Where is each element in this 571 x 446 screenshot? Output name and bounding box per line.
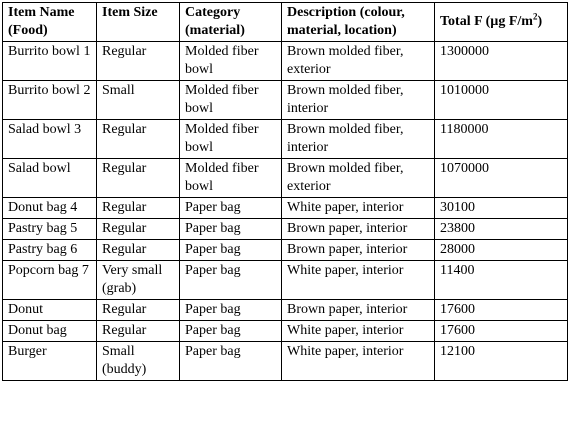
cell-category: Paper bag <box>180 198 282 219</box>
table-row <box>3 159 568 198</box>
cell-description: Brown molded fiber, exterior <box>282 42 435 81</box>
cell-category: Molded fiber bowl <box>180 120 282 159</box>
cell-item-name: Salad bowl <box>3 159 97 198</box>
cell-total-f: 1070000 <box>435 159 568 198</box>
cell-description: Brown molded fiber, interior <box>282 120 435 159</box>
cell-item-size: Regular <box>97 159 180 198</box>
cell-total-f: 11400 <box>435 261 568 300</box>
cell-category: Paper bag <box>180 321 282 342</box>
cell-total-f: 23800 <box>435 219 568 240</box>
cell-item-size: Small <box>97 81 180 120</box>
cell-item-size: Small (buddy) <box>97 342 180 381</box>
cell-item-name: Pastry bag 5 <box>3 219 97 240</box>
header-item-size: Item Size <box>97 3 180 42</box>
cell-total-f: 1010000 <box>435 81 568 120</box>
header-category: Category (material) <box>180 3 282 42</box>
table-row <box>3 261 568 300</box>
header-total-f-suffix: ) <box>537 14 543 29</box>
cell-description: White paper, interior <box>282 261 435 300</box>
cell-item-name: Donut bag 4 <box>3 198 97 219</box>
cell-description: Brown paper, interior <box>282 219 435 240</box>
header-total-f <box>435 3 568 42</box>
cell-item-size: Regular <box>97 300 180 321</box>
cell-item-size: Regular <box>97 240 180 261</box>
table-row <box>3 81 568 120</box>
cell-category: Molded fiber bowl <box>180 81 282 120</box>
cell-item-name: Donut <box>3 300 97 321</box>
cell-description: Brown paper, interior <box>282 300 435 321</box>
cell-total-f: 28000 <box>435 240 568 261</box>
cell-description: Brown paper, interior <box>282 240 435 261</box>
cell-item-name: Popcorn bag 7 <box>3 261 97 300</box>
header-total-f-sup: 2 <box>532 11 538 22</box>
header-row <box>3 3 568 42</box>
cell-item-name: Salad bowl 3 <box>3 120 97 159</box>
cell-total-f: 12100 <box>435 342 568 381</box>
cell-description: White paper, interior <box>282 198 435 219</box>
table-body <box>3 42 568 381</box>
cell-category: Paper bag <box>180 261 282 300</box>
cell-item-size: Regular <box>97 120 180 159</box>
header-total-f-prefix: Total F (µg F/m <box>440 14 533 29</box>
cell-total-f: 17600 <box>435 321 568 342</box>
cell-item-name: Burrito bowl 2 <box>3 81 97 120</box>
cell-total-f: 1180000 <box>435 120 568 159</box>
cell-category: Molded fiber bowl <box>180 42 282 81</box>
table-row <box>3 321 568 342</box>
cell-description: White paper, interior <box>282 321 435 342</box>
table-row <box>3 120 568 159</box>
table-row <box>3 300 568 321</box>
fluorine-results-table <box>2 2 568 381</box>
table-row <box>3 342 568 381</box>
cell-item-name: Burrito bowl 1 <box>3 42 97 81</box>
cell-item-name: Donut bag <box>3 321 97 342</box>
cell-total-f: 30100 <box>435 198 568 219</box>
table-row <box>3 240 568 261</box>
cell-category: Molded fiber bowl <box>180 159 282 198</box>
cell-item-name: Burger <box>3 342 97 381</box>
cell-category: Paper bag <box>180 240 282 261</box>
table-row <box>3 219 568 240</box>
cell-item-size: Regular <box>97 321 180 342</box>
table-header <box>3 3 568 42</box>
table-row <box>3 42 568 81</box>
cell-item-size: Regular <box>97 42 180 81</box>
cell-description: White paper, interior <box>282 342 435 381</box>
cell-description: Brown molded fiber, interior <box>282 81 435 120</box>
header-description: Description (colour, material, location) <box>282 3 435 42</box>
cell-item-size: Very small (grab) <box>97 261 180 300</box>
cell-description: Brown molded fiber, exterior <box>282 159 435 198</box>
cell-item-size: Regular <box>97 198 180 219</box>
cell-item-size: Regular <box>97 219 180 240</box>
cell-category: Paper bag <box>180 300 282 321</box>
header-item-name: Item Name (Food) <box>3 3 97 42</box>
cell-category: Paper bag <box>180 219 282 240</box>
cell-total-f: 1300000 <box>435 42 568 81</box>
cell-category: Paper bag <box>180 342 282 381</box>
table-row <box>3 198 568 219</box>
cell-total-f: 17600 <box>435 300 568 321</box>
cell-item-name: Pastry bag 6 <box>3 240 97 261</box>
